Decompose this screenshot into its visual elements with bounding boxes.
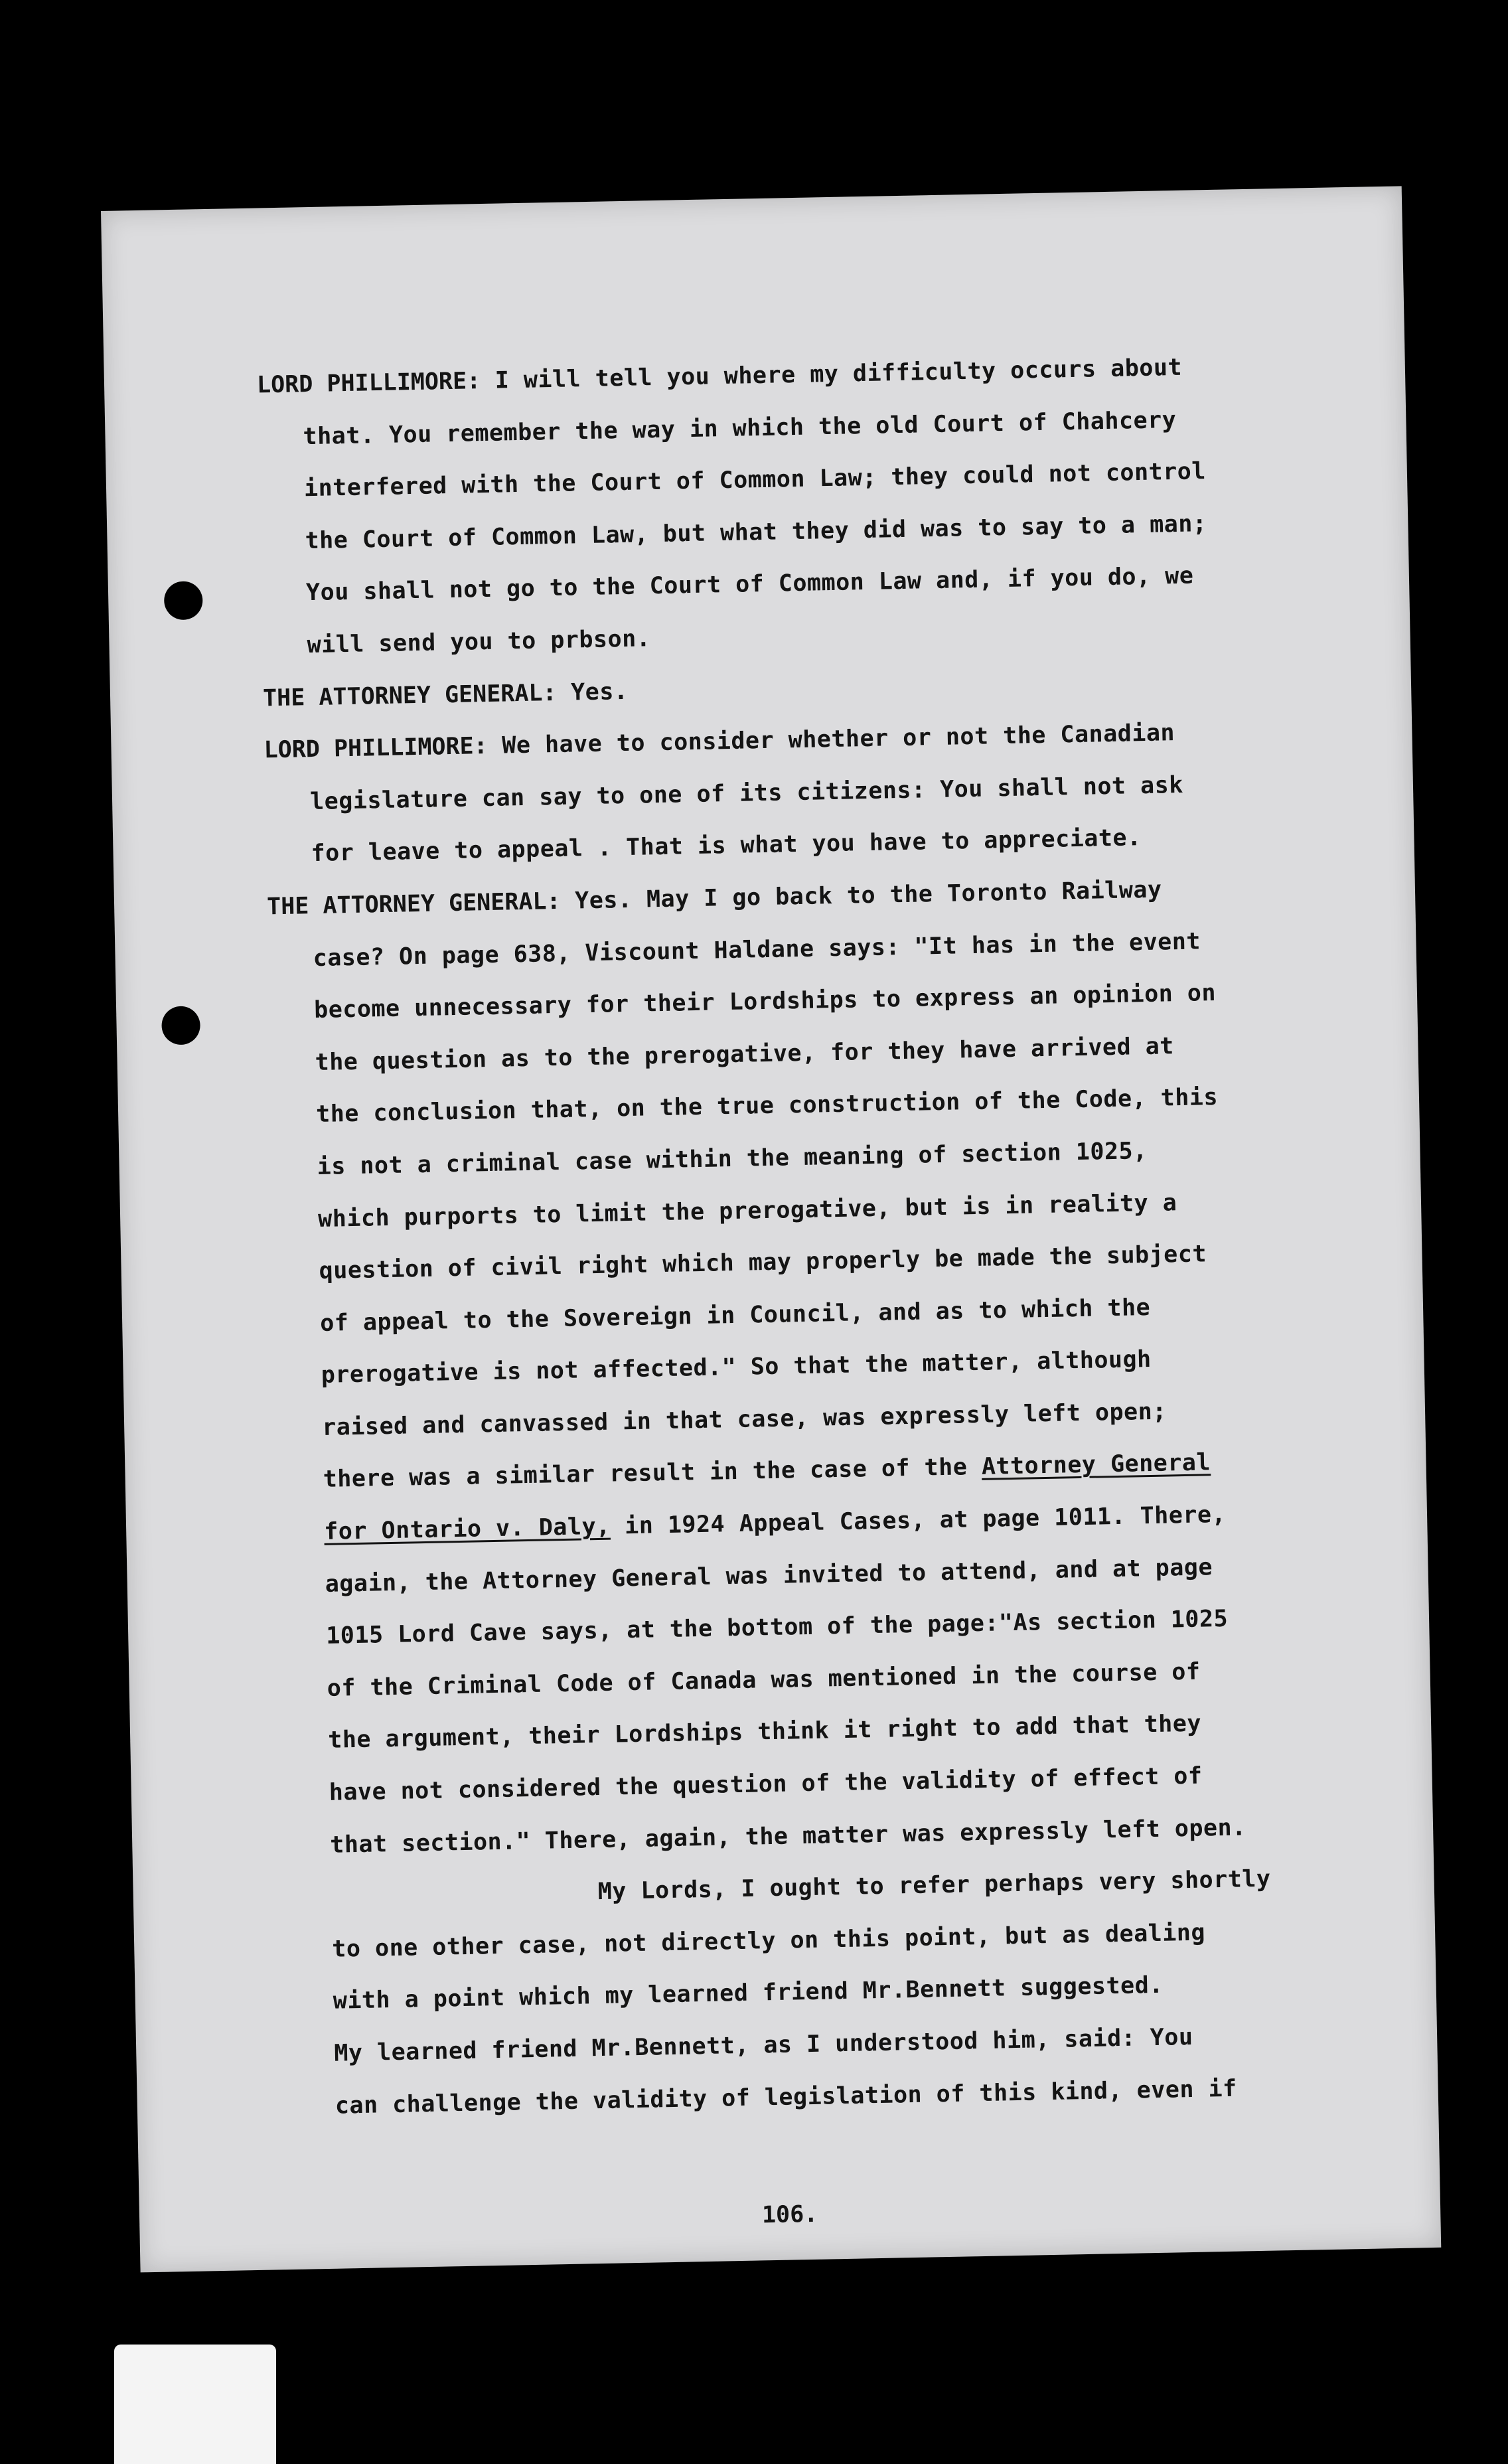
text-line: You shall not go to the Court of Common Law and, if you do, we: [305, 562, 1194, 607]
speaker-name: THE ATTORNEY GENERAL:: [262, 679, 557, 712]
punch-hole: [164, 581, 203, 620]
text-line: there was a similar result in the case of the Attorney General: [323, 1449, 1211, 1494]
text-line: will send you to prbson.: [307, 625, 651, 659]
transcript-body: [256, 339, 1365, 2133]
document-page: [101, 186, 1441, 2272]
text-line: prerogative is not affected." So that the matter, although: [321, 1346, 1152, 1389]
text-line: have not considered the question of the validity of effect of: [329, 1762, 1203, 1806]
text-line: become unnecessary for their Lordships to express an opinion on: [313, 980, 1217, 1024]
text-line: My Lords, I ought to refer perhaps very shortly: [597, 1865, 1271, 1906]
text-line: with a point which my learned friend Mr.Bennett suggested.: [333, 1972, 1164, 2015]
text-line: legislature can say to one of its citizens: You shall not ask: [309, 771, 1184, 815]
paper-tab: [114, 2345, 276, 2464]
speaker-name: THE ATTORNEY GENERAL:: [266, 887, 561, 921]
text-line: My learned friend Mr.Bennett, as I understood him, said: You: [333, 2023, 1193, 2067]
case-citation: for Ontario v. Daly,: [323, 1513, 611, 1545]
text-line: that section." There, again, the matter was expressly left open.: [329, 1813, 1247, 1859]
text-line: for Ontario v. Daly, in 1924 Appeal Cases, at page 1011. There,: [323, 1501, 1227, 1545]
text-line: for leave to appeal . That is what you have to appreciate.: [311, 824, 1142, 868]
text-line: THE ATTORNEY GENERAL: Yes.: [262, 678, 629, 712]
text-line: the conclusion that, on the true construction of the Code, this: [315, 1084, 1219, 1128]
text-line: question of civil right which may properly be made the subject: [319, 1241, 1207, 1285]
text-line: the question as to the prerogative, for they have arrived at: [315, 1032, 1175, 1076]
case-citation: Attorney General: [981, 1449, 1211, 1481]
text-line: to one other case, not directly on this point, but as dealing: [331, 1919, 1206, 1963]
text-line: is not a criminal case within the meaning of section 1025,: [317, 1137, 1148, 1180]
page-number: 106.: [761, 2200, 818, 2229]
text-line: the argument, their Lordships think it right to add that they: [327, 1711, 1202, 1754]
text-line: which purports to limit the prerogative, but is in reality a: [317, 1189, 1177, 1233]
text-line: interfered with the Court of Common Law; they could not control: [303, 458, 1207, 502]
text-line: can challenge the validity of legislation of this kind, even if: [335, 2075, 1238, 2119]
speaker-name: LORD PHILLIMORE:: [256, 368, 481, 399]
speaker-name: LORD PHILLIMORE:: [264, 733, 489, 764]
text-line: the Court of Common Law, but what they did was to say to a man;: [305, 510, 1207, 554]
text-line: LORD PHILLIMORE: We have to consider whether or not the Canadian: [264, 720, 1175, 764]
text-line: LORD PHILLIMORE: I will tell you where my difficulty occurs about: [256, 354, 1183, 399]
text-line: THE ATTORNEY GENERAL: Yes. May I go back to the Toronto Railway: [266, 876, 1162, 921]
punch-hole: [161, 1006, 200, 1045]
text-line: of appeal to the Sovereign in Council, and as to which the: [319, 1294, 1151, 1337]
text-line: case? On page 638, Viscount Haldane says: "It has in the event: [313, 927, 1201, 972]
text-line: raised and canvassed in that case, was expressly left open;: [321, 1398, 1168, 1441]
text-line: that. You remember the way in which the old Court of Chahcery: [303, 406, 1177, 450]
text-line: 1015 Lord Cave says, at the bottom of the page:"As section 1025: [325, 1606, 1229, 1650]
text-line: again, the Attorney General was invited to attend, and at page: [325, 1553, 1213, 1598]
text-line: of the Criminal Code of Canada was mentioned in the course of: [327, 1658, 1201, 1702]
